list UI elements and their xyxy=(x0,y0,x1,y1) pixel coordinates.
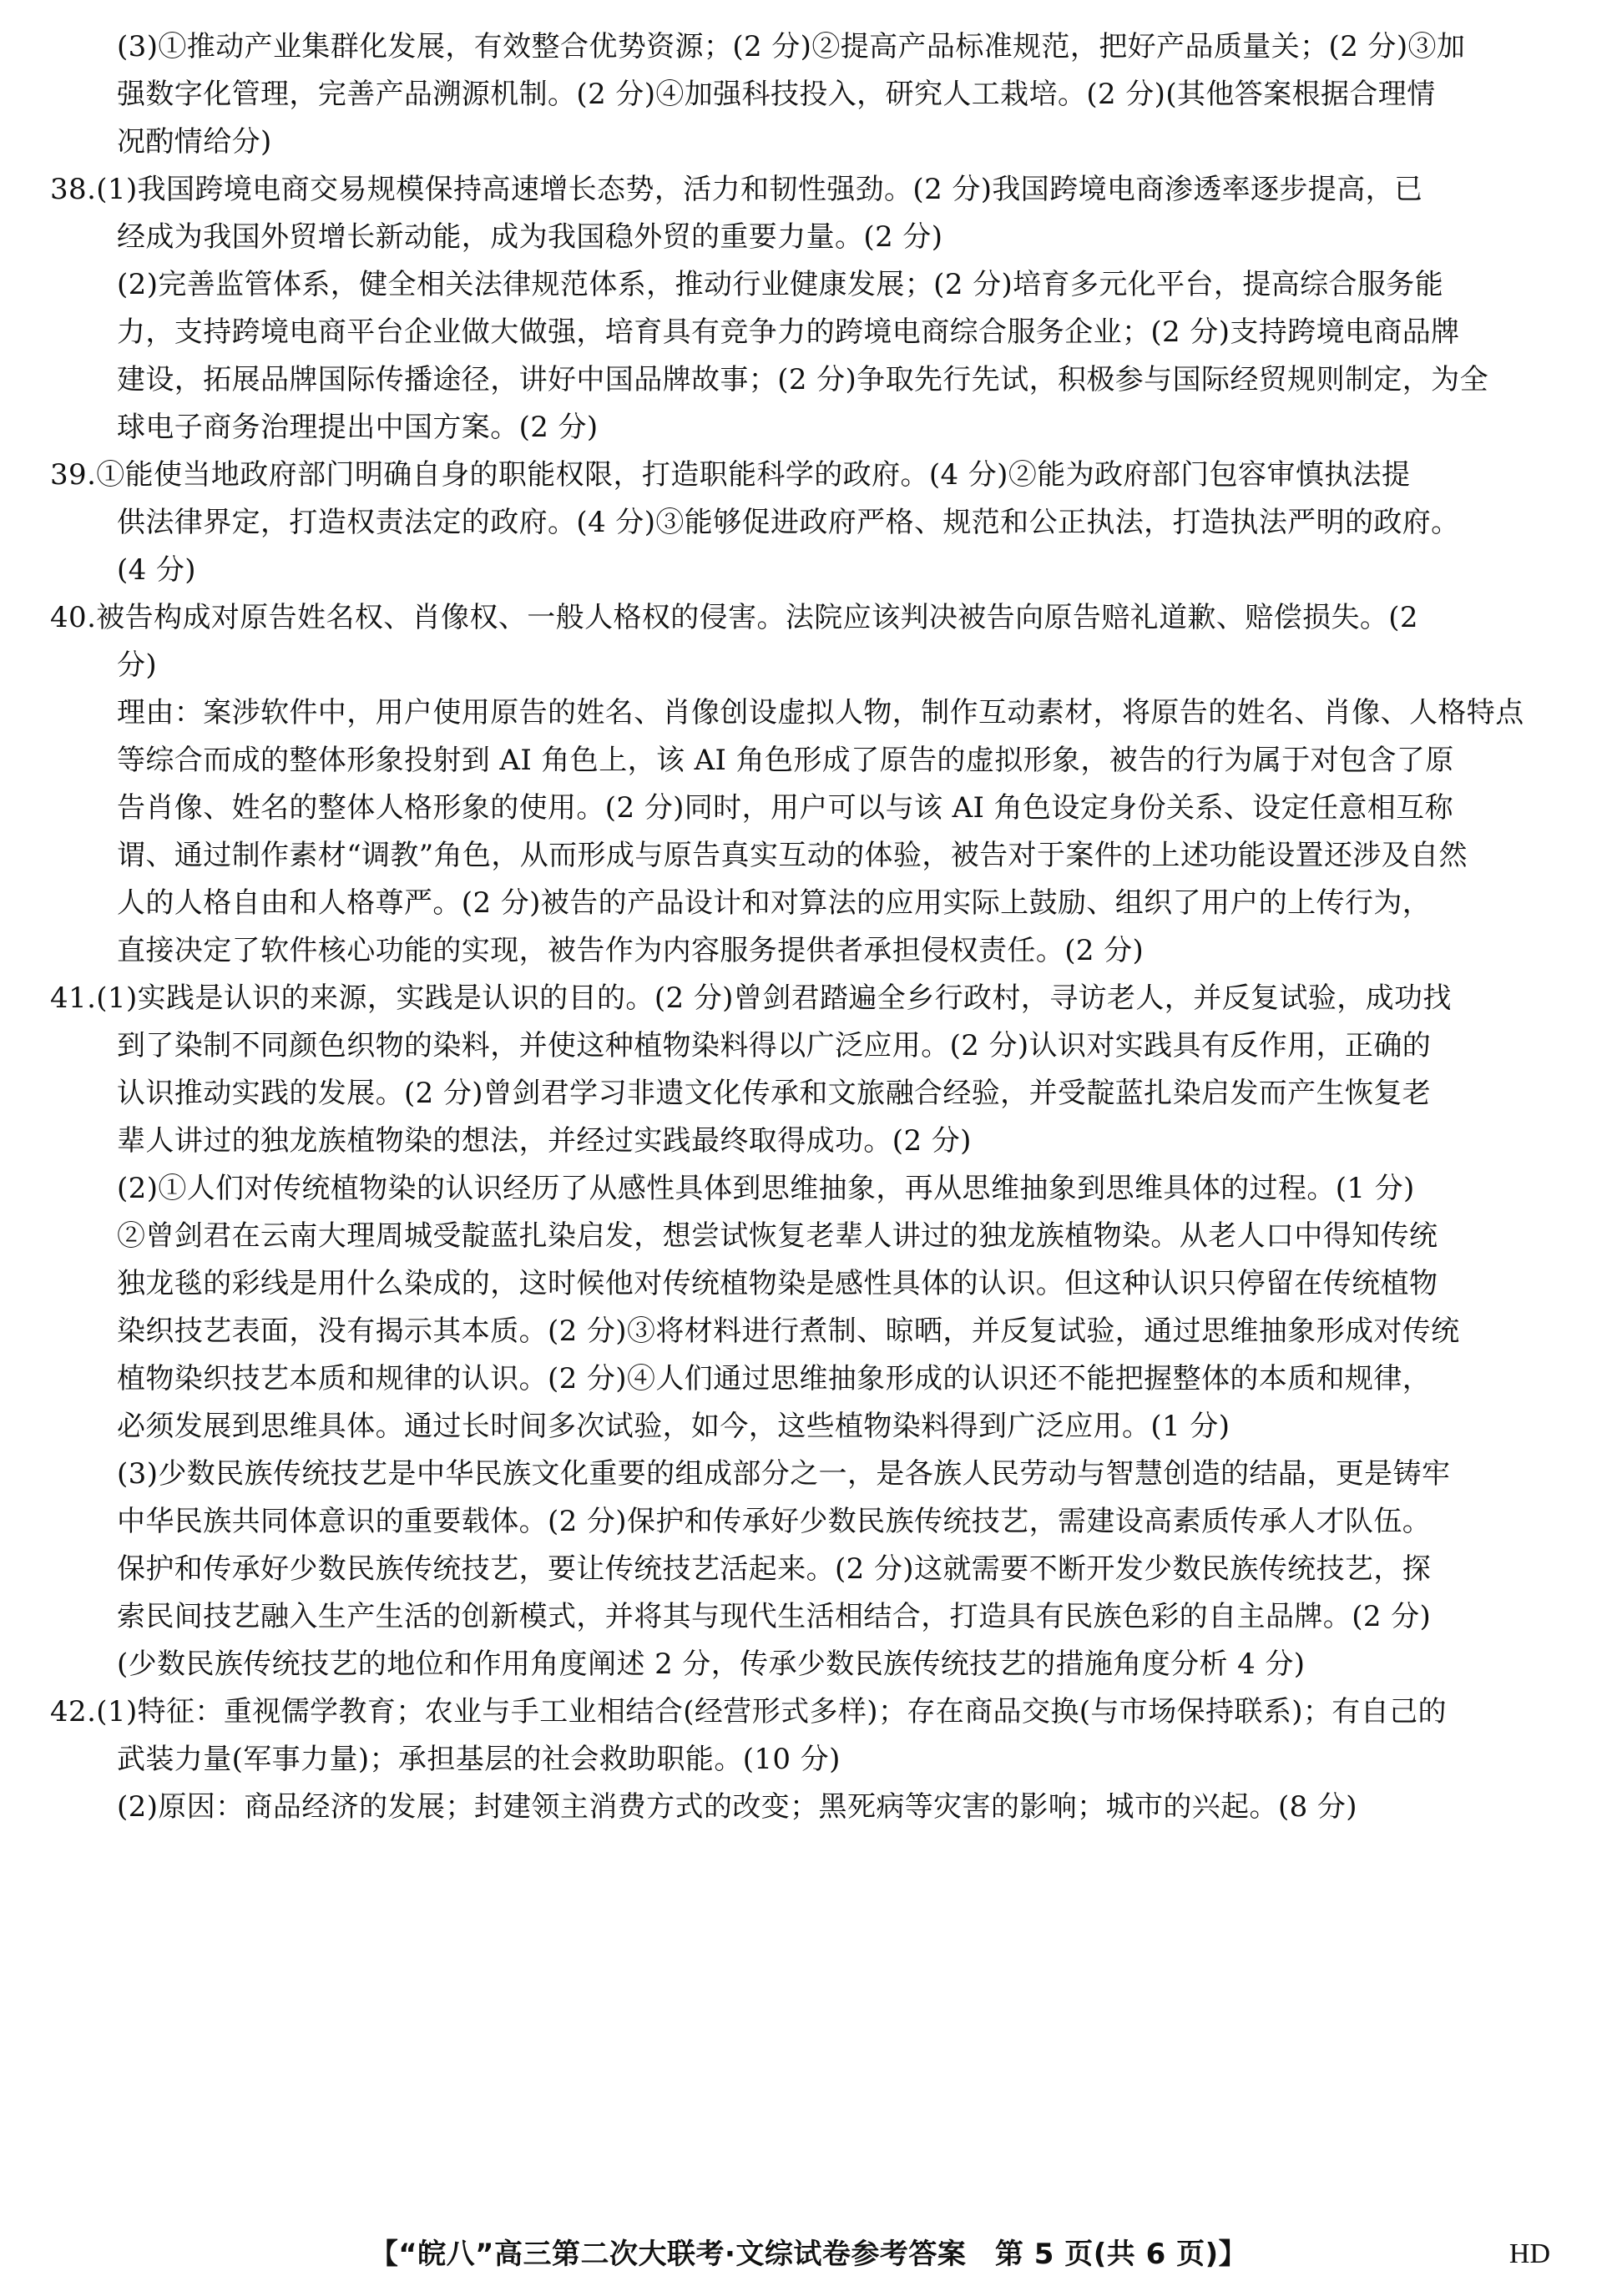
text-line: 必须发展到思维具体。通过长时间多次试验，如今，这些植物染料得到广泛应用。(1 分) xyxy=(117,1410,1230,1443)
question-39-line: 39.①能使当地政府部门明确自身的职能权限，打造职能科学的政府。(4 分)②能为政府部门包容审慎执法提 xyxy=(50,458,1411,492)
text-line: (2)①人们对传统植物染的认识经历了从感性具体到思维抽象，再从思维抽象到思维具体的过程。(1 分) xyxy=(117,1172,1415,1205)
text-line: 理由：案涉软件中，用户使用原告的姓名、肖像创设虚拟人物，制作互动素材，将原告的姓名、肖像、人格特点 xyxy=(117,696,1524,729)
text-line: 供法律界定，打造权责法定的政府。(4 分)③能够促进政府严格、规范和公正执法，打造执法严明的政府。 xyxy=(117,506,1460,539)
text-line: 分) xyxy=(117,648,158,682)
page-footer xyxy=(0,2233,1617,2275)
text-line: 告肖像、姓名的整体人格形象的使用。(2 分)同时，用户可以与该 AI 角色设定身份关系、设定任意相互称 xyxy=(117,791,1453,825)
text-line: 强数字化管理，完善产品溯源机制。(2 分)④加强科技投入，研究人工栽培。(2 分)(其他答案根据合理情 xyxy=(117,78,1436,111)
text-line: 独龙毯的彩线是用什么染成的，这时候他对传统植物染是感性具体的认识。但这种认识只停留在传统植物 xyxy=(117,1267,1438,1300)
question-38-line: 38.(1)我国跨境电商交易规模保持高速增长态势，活力和韧性强劲。(2 分)我国跨境电商渗透率逐步提高，已 xyxy=(50,173,1423,206)
text-line: 等综合而成的整体形象投射到 AI 角色上，该 AI 角色形成了原告的虚拟形象，被告的行为属于对包含了原 xyxy=(117,744,1454,777)
text-line: 球电子商务治理提出中国方案。(2 分) xyxy=(117,411,599,444)
text-line: 认识推动实践的发展。(2 分)曾剑君学习非遗文化传承和文旅融合经验，并受靛蓝扎染启发而产生恢复老 xyxy=(117,1077,1432,1110)
text-line: 植物染织技艺本质和规律的认识。(2 分)④人们通过思维抽象形成的认识还不能把握整体的本质和规律， xyxy=(117,1362,1432,1395)
text-line: (4 分) xyxy=(117,553,196,587)
text-line: (少数民族传统技艺的地位和作用角度阐述 2 分，传承少数民族传统技艺的措施角度分析 4 分) xyxy=(117,1648,1306,1681)
text-line: (2)原因：商品经济的发展；封建领主消费方式的改变；黑死病等灾害的影响；城市的兴起。(8 分) xyxy=(117,1790,1357,1824)
text-line: (3)①推动产业集群化发展，有效整合优势资源；(2 分)②提高产品标准规范，把好产品质量关；(2 分)③加 xyxy=(117,30,1466,63)
text-line: 到了染制不同颜色织物的染料，并使这种植物染料得以广泛应用。(2 分)认识对实践具有反作用，正确的 xyxy=(117,1029,1432,1062)
text-line: 中华民族共同体意识的重要载体。(2 分)保护和传承好少数民族传统技艺，需建设高素质传承人才队伍。 xyxy=(117,1505,1432,1538)
text-line: 谓、通过制作素材“调教”角色，从而形成与原告真实互动的体验，被告对于案件的上述功能设置还涉及自然 xyxy=(117,839,1468,872)
text-line: (3)少数民族传统技艺是中华民族文化重要的组成部分之一，是各族人民劳动与智慧创造的结晶，更是铸牢 xyxy=(117,1457,1451,1491)
text-line: 人的人格自由和人格尊严。(2 分)被告的产品设计和对算法的应用实际上鼓励、组织了用户的上传行为， xyxy=(117,886,1432,920)
text-line: 保护和传承好少数民族传统技艺，要让传统技艺活起来。(2 分)这就需要不断开发少数民族传统技艺，探 xyxy=(117,1552,1432,1586)
footer-title: 【“皖八”高三第二次大联考·文综试卷参考答案 第 5 页(共 6 页)】 xyxy=(369,2238,1248,2271)
text-line: 力，支持跨境电商平台企业做大做强，培育具有竞争力的跨境电商综合服务企业；(2 分)支持跨境电商品牌 xyxy=(117,315,1460,349)
footer-code: HD xyxy=(1508,2238,1550,2269)
text-line: 索民间技艺融入生产生活的创新模式，并将其与现代生活相结合，打造具有民族色彩的自主品牌。(2 分) xyxy=(117,1600,1432,1633)
text-line: 况酌情给分) xyxy=(117,125,272,159)
text-line: 染织技艺表面，没有揭示其本质。(2 分)③将材料进行煮制、晾晒，并反复试验，通过思维抽象形成对传统 xyxy=(117,1315,1460,1348)
text-line: ②曾剑君在云南大理周城受靛蓝扎染启发，想尝试恢复老辈人讲过的独龙族植物染。从老人口中得知传统 xyxy=(117,1219,1438,1253)
question-42-line: 42.(1)特征：重视儒学教育；农业与手工业相结合(经营形式多样)；存在商品交换(与市场保持联系)；有自己的 xyxy=(50,1695,1447,1728)
text-line: 经成为我国外贸增长新动能，成为我国稳外贸的重要力量。(2 分) xyxy=(117,220,943,254)
text-line: 辈人讲过的独龙族植物染的想法，并经过实践最终取得成功。(2 分) xyxy=(117,1124,972,1158)
text-line: 直接决定了软件核心功能的实现，被告作为内容服务提供者承担侵权责任。(2 分) xyxy=(117,934,1145,967)
text-line: 武装力量(军事力量)；承担基层的社会救助职能。(10 分) xyxy=(117,1743,841,1776)
text-line: 建设，拓展品牌国际传播途径，讲好中国品牌故事；(2 分)争取先行先试，积极参与国际经贸规则制定，为全 xyxy=(117,363,1488,396)
question-40-line: 40.被告构成对原告姓名权、肖像权、一般人格权的侵害。法院应该判决被告向原告赔礼道歉、赔偿损失。(2 xyxy=(50,601,1418,634)
question-41-line: 41.(1)实践是认识的来源，实践是认识的目的。(2 分)曾剑君踏遍全乡行政村，寻访老人，并反复试验，成功找 xyxy=(50,981,1452,1015)
answer-content xyxy=(50,23,1553,1831)
text-line: (2)完善监管体系，健全相关法律规范体系，推动行业健康发展；(2 分)培育多元化平台，提高综合服务能 xyxy=(117,268,1444,301)
